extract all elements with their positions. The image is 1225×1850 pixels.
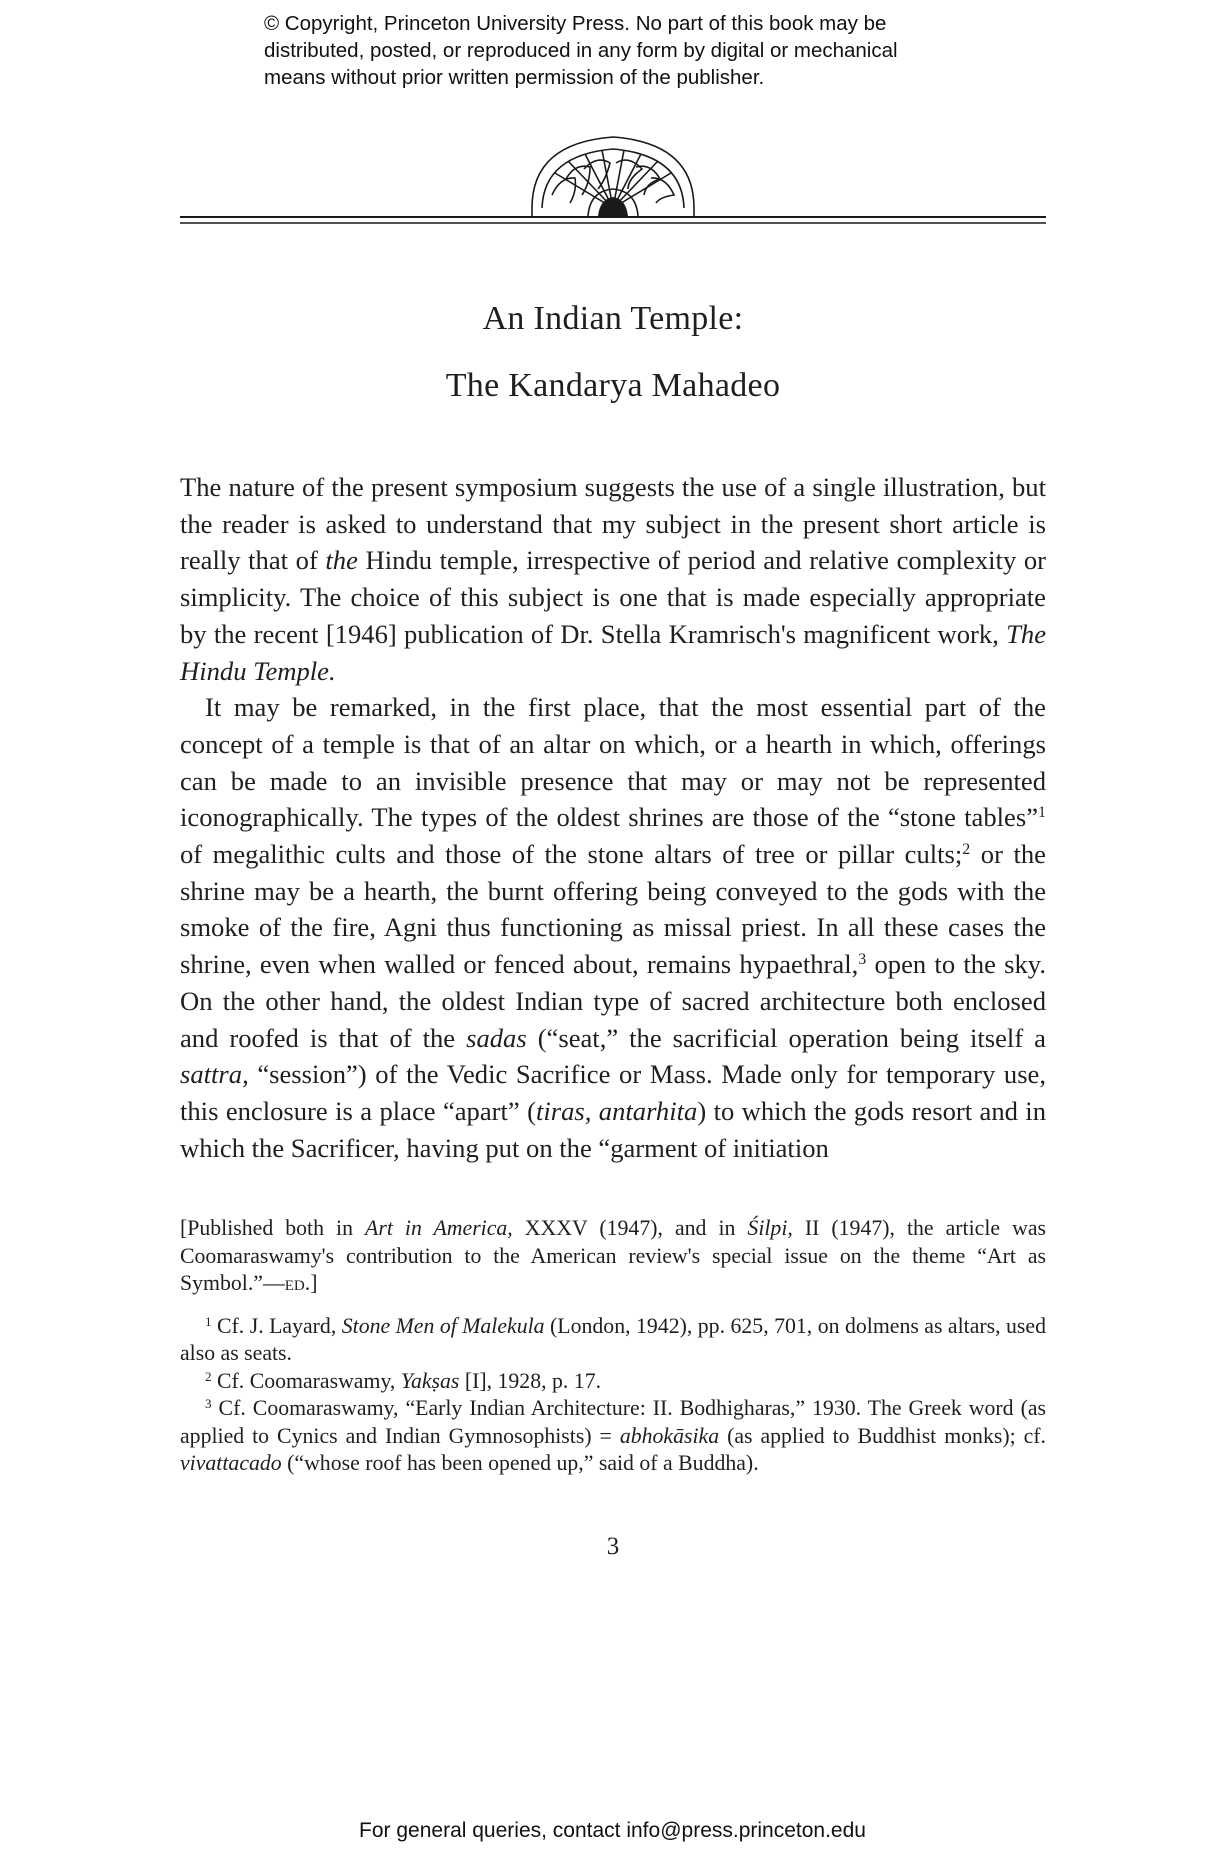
chapter-subtitle: The Kandarya Mahadeo xyxy=(445,367,781,404)
footnote-1: $^1$ Cf. J. Layard, Stone Men of Malekula (London, 1942), pp. 625, 701, on dolmens as altars, used also as seats. xyxy=(180,1313,1046,1365)
notes-section xyxy=(180,1215,1046,1478)
body-text xyxy=(180,469,1046,1166)
copyright-line-3: means without prior written permission of the publisher. xyxy=(264,66,765,89)
paragraph-1: The nature of the present symposium suggests the use of a single illustration, but the reader is asked to understand that my subject in the present short article is really that of the Hindu temple, irrespective of period and relative complexity or simplicity. The choice of this subject is one that is made especially appropriate by the recent [1946] publication of Dr. Stella Kramrisch's magnificent work, The Hindu Temple. xyxy=(180,472,1047,686)
footnote-ref-1[interactable]: 1 xyxy=(1038,804,1046,822)
copyright-line-1: © Copyright, Princeton University Press. No part of this book may be xyxy=(264,12,887,35)
paragraph-2: It may be remarked, in the first place, that the most essential part of the concept of a temple is that of an altar on which, or a hearth in which, offerings can be made to an invisible presence that may or may not be represented iconographically. The types of the oldest shrines are those of the “stone tables”$^1$ of megalithic cults and those of the stone altars of tree or pillar cults;$^2$ or the shrine may be a hearth, the burnt offering being conveyed to the gods with the smoke of the fire, Agni thus functioning as missal priest. In all these cases the shrine, even when walled or fenced about, remains hypaethral,$^3$ open to the sky. On the other hand, the oldest Indian type of sacred architecture both enclosed and roofed is that of the sadas (“seat,” the sacrificial operation being itself a sattra, “session”) of the Vedic Sacrifice or Mass. Made only for temporary use, this enclosure is a place “apart” (tiras, antarhita) to which the gods resort and in which the Sacrificer, having put on the “garment of initiation xyxy=(180,692,1046,1163)
editorial-note: [Published both in Art in America, XXXV (1947), and in Śilpi, II (1947), the article was Coomaraswamy's contribution to the American review's special issue on the theme “Art as Symbol.”—ed.] xyxy=(180,1216,1046,1295)
footer-contact: For general queries, contact info@press.princeton.edu xyxy=(359,1819,866,1842)
footnote-ref-2[interactable]: 2 xyxy=(962,841,971,859)
copyright-notice xyxy=(264,10,1024,91)
copyright-line-2: distributed, posted, or reproduced in any form by digital or mechanical xyxy=(264,39,898,62)
footnote-2: $^2$ Cf. Coomaraswamy, Yakṣas [I], 1928, p. 17. xyxy=(205,1368,602,1393)
footnote-ref-3[interactable]: 3 xyxy=(858,951,867,969)
footnote-3: $^3$ Cf. Coomaraswamy, “Early Indian Architecture: II. Bodhigharas,” 1930. The Greek word (as applied to Cynics and Indian Gymnosophists) = abhokāsika (as applied to Buddhist monks); cf. vivattacado (“whose roof has been opened up,” said of a Buddha). xyxy=(180,1395,1046,1475)
fan-ornament-header xyxy=(180,133,1046,229)
chapter-title: An Indian Temple: xyxy=(482,300,744,337)
page-number: 3 xyxy=(606,1533,620,1560)
